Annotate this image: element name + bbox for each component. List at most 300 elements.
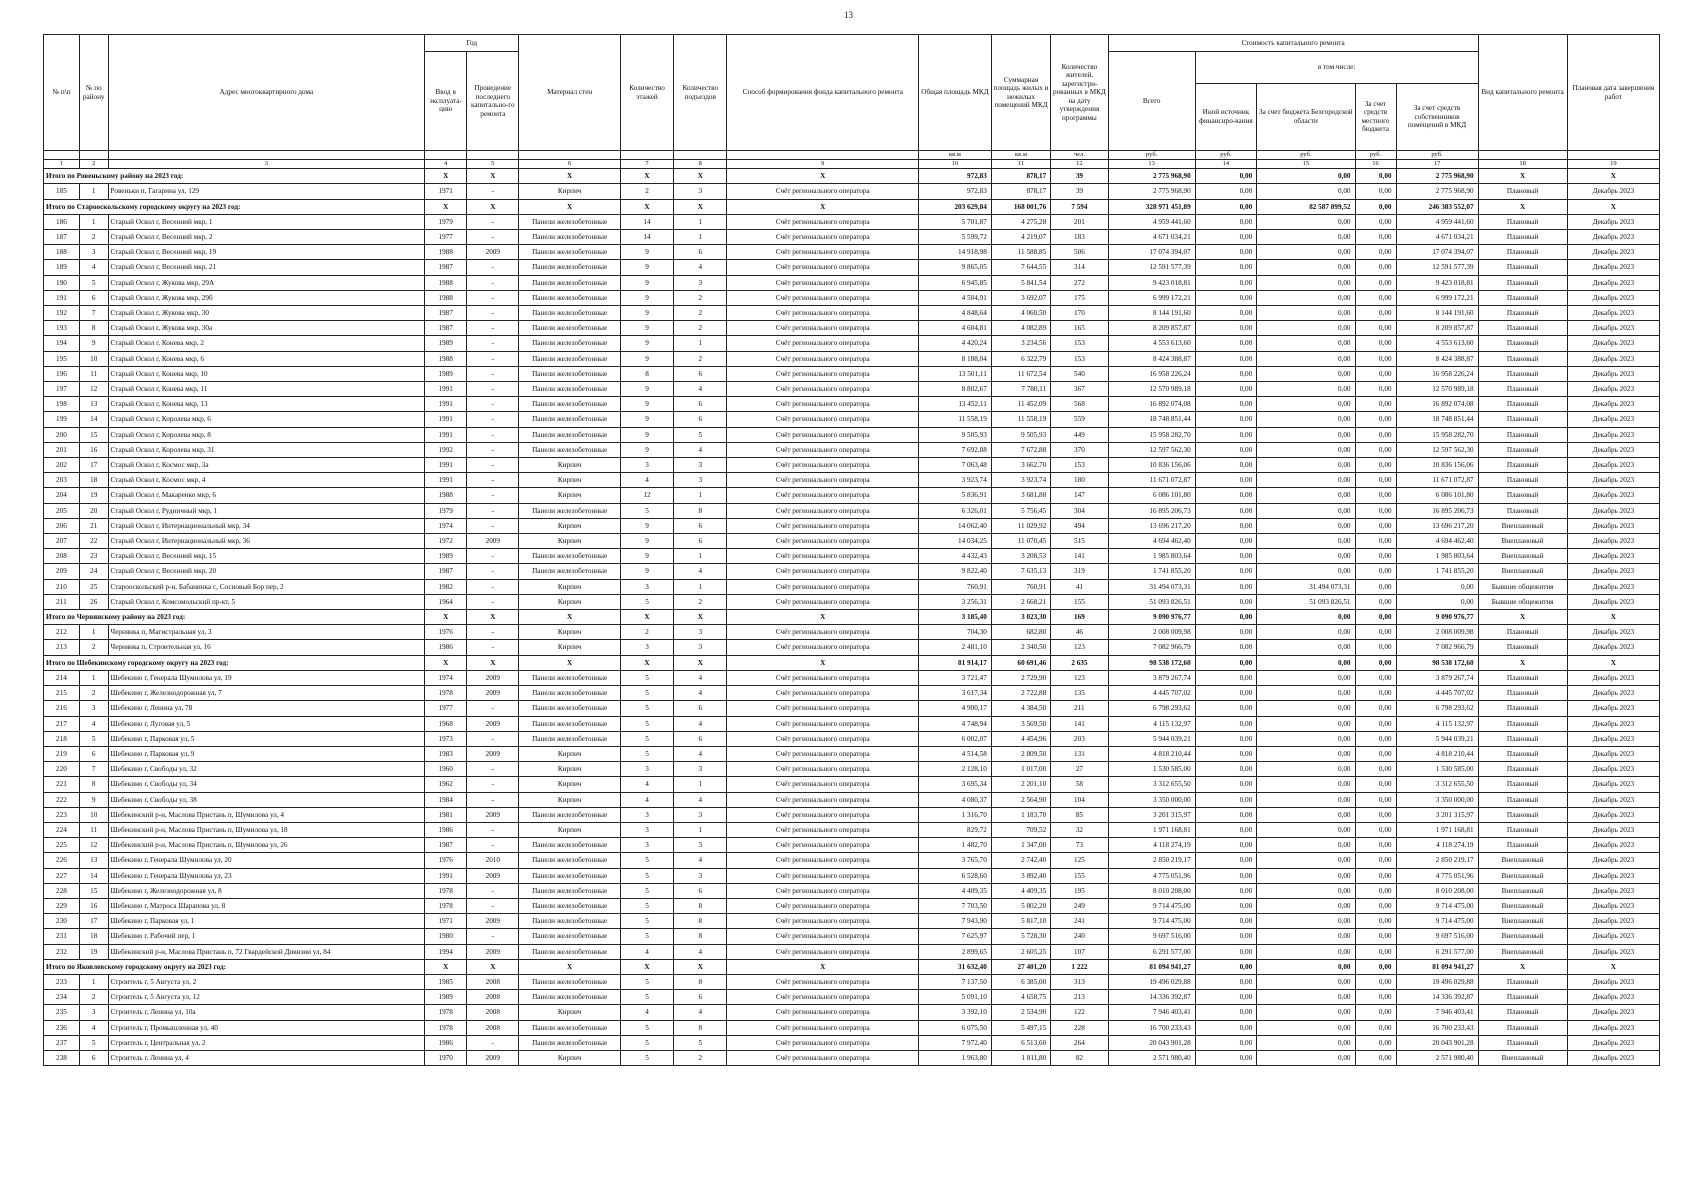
table-cell: Декабрь 2023 bbox=[1567, 1035, 1659, 1050]
table-cell: 16 892 074,08 bbox=[1396, 397, 1478, 412]
column-number: 2 bbox=[79, 160, 108, 169]
subtotal-cell: 98 538 172,60 bbox=[1108, 655, 1195, 670]
page-number: 13 bbox=[844, 10, 853, 20]
table-cell: 213 bbox=[44, 640, 80, 655]
table-cell: Счёт регионального оператора bbox=[727, 366, 919, 381]
table-cell: Шебекино г, Матроса Шарапова ул, 8 bbox=[108, 898, 425, 913]
table-cell: 5 bbox=[620, 716, 673, 731]
table-cell: 2009 bbox=[467, 686, 519, 701]
table-cell: 2 668,21 bbox=[991, 594, 1050, 609]
table-cell: 16 700 233,43 bbox=[1396, 1020, 1478, 1035]
table-cell: Счёт регионального оператора bbox=[727, 397, 919, 412]
table-cell: Шебекино г, Генерала Шумилова ул, 20 bbox=[108, 853, 425, 868]
table-cell: 2 bbox=[79, 230, 108, 245]
subtotal-cell: 0,00 bbox=[1195, 610, 1256, 625]
table-cell: 1991 bbox=[425, 473, 467, 488]
table-cell: Счёт регионального оператора bbox=[727, 290, 919, 305]
table-cell: Старый Оскол г, Жукова мкр, 29б bbox=[108, 290, 425, 305]
table-cell: Счёт регионального оператора bbox=[727, 822, 919, 837]
subtotal-cell: 0,00 bbox=[1257, 610, 1355, 625]
table-cell: 104 bbox=[1051, 792, 1108, 807]
table-cell: 24 bbox=[79, 564, 108, 579]
table-cell: 4 bbox=[620, 792, 673, 807]
table-cell: 5 bbox=[674, 427, 727, 442]
subtotal-cell: 7 594 bbox=[1051, 199, 1108, 214]
table-cell: Строитель г, Ленина ул, 10а bbox=[108, 1005, 425, 1020]
table-cell: Плановый bbox=[1478, 686, 1567, 701]
subtotal-cell: 0,00 bbox=[1355, 610, 1396, 625]
table-cell: 0,00 bbox=[1355, 427, 1396, 442]
table-cell: 155 bbox=[1051, 594, 1108, 609]
table-cell: 0,00 bbox=[1355, 442, 1396, 457]
table-cell: Счёт регионального оператора bbox=[727, 792, 919, 807]
subtotal-cell: X bbox=[620, 959, 673, 974]
table-cell: Кирпич bbox=[519, 458, 620, 473]
table-cell: 185 bbox=[44, 184, 80, 199]
table-cell: 0,00 bbox=[1355, 670, 1396, 685]
table-cell: 41 bbox=[1051, 579, 1108, 594]
table-cell: 16 bbox=[79, 898, 108, 913]
table-row bbox=[44, 442, 1660, 457]
subtotal-row bbox=[44, 169, 1660, 184]
table-cell: 165 bbox=[1051, 321, 1108, 336]
table-cell: Старый Оскол г, Интернациональный мкр, 36 bbox=[108, 534, 425, 549]
table-cell: 17 bbox=[79, 458, 108, 473]
header-incl-group: в том числе: bbox=[1195, 52, 1478, 83]
table-cell: Внеплановый bbox=[1478, 1050, 1567, 1065]
column-number: 12 bbox=[1051, 160, 1108, 169]
table-cell: 0,00 bbox=[1195, 442, 1256, 457]
table-cell: Декабрь 2023 bbox=[1567, 898, 1659, 913]
table-cell: Плановый bbox=[1478, 1035, 1567, 1050]
table-cell: 15 bbox=[79, 883, 108, 898]
table-cell: 226 bbox=[44, 853, 80, 868]
table-row bbox=[44, 1005, 1660, 1020]
table-cell: 5 841,54 bbox=[991, 275, 1050, 290]
table-cell: 4 118 274,19 bbox=[1108, 838, 1195, 853]
table-cell: Плановый bbox=[1478, 701, 1567, 716]
table-cell: 1970 bbox=[425, 1050, 467, 1065]
subtotal-cell: X bbox=[425, 655, 467, 670]
table-cell: 6 bbox=[79, 1050, 108, 1065]
table-row bbox=[44, 944, 1660, 959]
table-cell: Счёт регионального оператора bbox=[727, 731, 919, 746]
table-cell: 0,00 bbox=[1195, 366, 1256, 381]
header-cost-group: Стоимость капитального ремонта bbox=[1108, 35, 1478, 52]
table-cell: 7 082 966,79 bbox=[1108, 640, 1195, 655]
table-cell: Панели железобетонные bbox=[519, 275, 620, 290]
table-cell: 9 bbox=[620, 412, 673, 427]
table-cell: 1 bbox=[674, 579, 727, 594]
table-row bbox=[44, 230, 1660, 245]
table-cell: 2 534,90 bbox=[991, 1005, 1050, 1020]
table-cell: 1 bbox=[674, 822, 727, 837]
table-cell: 1972 bbox=[425, 534, 467, 549]
table-cell: 0,00 bbox=[1195, 321, 1256, 336]
table-cell: 1960 bbox=[425, 762, 467, 777]
table-cell: 5 bbox=[620, 503, 673, 518]
unit-rub: руб. bbox=[1396, 151, 1478, 160]
table-cell: 234 bbox=[44, 990, 80, 1005]
table-cell: 1 963,80 bbox=[919, 1050, 992, 1065]
table-cell: 0,00 bbox=[1355, 701, 1396, 716]
table-cell: - bbox=[467, 822, 519, 837]
table-cell: Декабрь 2023 bbox=[1567, 306, 1659, 321]
table-cell: 227 bbox=[44, 868, 80, 883]
table-cell: 0,00 bbox=[1257, 534, 1355, 549]
column-number: 18 bbox=[1478, 160, 1567, 169]
table-cell: 2 775 968,90 bbox=[1108, 184, 1195, 199]
table-cell: 238 bbox=[44, 1050, 80, 1065]
table-cell: 0,00 bbox=[1355, 321, 1396, 336]
table-cell: - bbox=[467, 838, 519, 853]
table-cell: Шебекино г, Рабочий пер, 1 bbox=[108, 929, 425, 944]
table-cell: Кирпич bbox=[519, 746, 620, 761]
table-cell: 19 496 029,88 bbox=[1108, 974, 1195, 989]
table-cell: 1991 bbox=[425, 412, 467, 427]
table-cell: 18 748 851,44 bbox=[1108, 412, 1195, 427]
table-cell: 7 946 403,41 bbox=[1108, 1005, 1195, 1020]
table-cell: Счёт регионального оператора bbox=[727, 670, 919, 685]
table-row bbox=[44, 427, 1660, 442]
table-cell: 7 943,90 bbox=[919, 914, 992, 929]
table-cell: Кирпич bbox=[519, 184, 620, 199]
table-cell: 2 809,50 bbox=[991, 746, 1050, 761]
table-cell: Счёт регионального оператора bbox=[727, 382, 919, 397]
table-cell: 12 570 989,18 bbox=[1396, 382, 1478, 397]
table-cell: 3 892,40 bbox=[991, 868, 1050, 883]
subtotal-cell: 169 bbox=[1051, 610, 1108, 625]
table-cell: 972,83 bbox=[919, 184, 992, 199]
table-cell: Счёт регионального оператора bbox=[727, 321, 919, 336]
table-cell: 26 bbox=[79, 594, 108, 609]
table-cell: 0,00 bbox=[1355, 230, 1396, 245]
table-cell: 4 454,96 bbox=[991, 731, 1050, 746]
table-cell: 0,00 bbox=[1195, 427, 1256, 442]
table-cell: Счёт регионального оператора bbox=[727, 442, 919, 457]
table-cell: 18 748 851,44 bbox=[1396, 412, 1478, 427]
table-cell: 2 128,10 bbox=[919, 762, 992, 777]
subtotal-label: Итого по Чернянскому району на 2023 год: bbox=[44, 610, 425, 625]
table-cell: 5 bbox=[79, 731, 108, 746]
table-cell: 215 bbox=[44, 686, 80, 701]
table-cell: 5 802,20 bbox=[991, 898, 1050, 913]
table-cell: 0,00 bbox=[1355, 898, 1396, 913]
table-cell: 7 692,88 bbox=[919, 442, 992, 457]
table-cell: Плановый bbox=[1478, 366, 1567, 381]
table-cell: 0,00 bbox=[1195, 579, 1256, 594]
table-cell: 9 bbox=[620, 442, 673, 457]
table-cell: 4 504,91 bbox=[919, 290, 992, 305]
table-cell: 12 597 562,30 bbox=[1108, 442, 1195, 457]
subtotal-cell: X bbox=[727, 655, 919, 670]
table-cell: 9 bbox=[79, 792, 108, 807]
table-cell: 5 836,91 bbox=[919, 488, 992, 503]
table-cell: Панели железобетонные bbox=[519, 1035, 620, 1050]
table-cell: 223 bbox=[44, 807, 80, 822]
table-cell: 2009 bbox=[467, 914, 519, 929]
table-cell: 1 741 855,20 bbox=[1396, 564, 1478, 579]
table-cell: Декабрь 2023 bbox=[1567, 731, 1659, 746]
table-cell: 3 bbox=[620, 807, 673, 822]
column-number: 7 bbox=[620, 160, 673, 169]
table-cell: 0,00 bbox=[1257, 214, 1355, 229]
table-cell: 2 722,88 bbox=[991, 686, 1050, 701]
table-cell: 0,00 bbox=[1355, 716, 1396, 731]
table-cell: 1992 bbox=[425, 442, 467, 457]
table-cell: Панели железобетонные bbox=[519, 366, 620, 381]
table-cell: 0,00 bbox=[1355, 944, 1396, 959]
table-cell: 3 bbox=[79, 245, 108, 260]
table-cell: 1988 bbox=[425, 351, 467, 366]
table-cell: 9 bbox=[620, 321, 673, 336]
table-cell: 13 bbox=[79, 853, 108, 868]
table-cell: Плановый bbox=[1478, 321, 1567, 336]
subtotal-cell: 0,00 bbox=[1355, 655, 1396, 670]
table-cell: - bbox=[467, 549, 519, 564]
table-cell: 2008 bbox=[467, 974, 519, 989]
table-cell: 5 bbox=[620, 594, 673, 609]
table-cell: 180 bbox=[1051, 473, 1108, 488]
table-cell: Декабрь 2023 bbox=[1567, 412, 1659, 427]
table-cell: 9 bbox=[620, 382, 673, 397]
table-cell: Внеплановый bbox=[1478, 929, 1567, 944]
table-cell: 0,00 bbox=[1355, 366, 1396, 381]
table-cell: Бывшие общежития bbox=[1478, 594, 1567, 609]
table-cell: 4 bbox=[674, 382, 727, 397]
table-cell: Панели железобетонные bbox=[519, 990, 620, 1005]
table-cell: 0,00 bbox=[1355, 625, 1396, 640]
table-cell: 2 bbox=[674, 594, 727, 609]
table-cell: 2009 bbox=[467, 716, 519, 731]
table-cell: 4 959 441,60 bbox=[1108, 214, 1195, 229]
table-cell: 16 958 226,24 bbox=[1108, 366, 1195, 381]
table-cell: Счёт регионального оператора bbox=[727, 1005, 919, 1020]
table-row bbox=[44, 214, 1660, 229]
table-cell: 6 bbox=[674, 412, 727, 427]
table-cell: 1978 bbox=[425, 1005, 467, 1020]
table-cell: 0,00 bbox=[1195, 853, 1256, 868]
table-cell: 195 bbox=[44, 351, 80, 366]
table-row bbox=[44, 594, 1660, 609]
table-cell: 8 bbox=[674, 503, 727, 518]
table-cell: 8 802,67 bbox=[919, 382, 992, 397]
table-cell: 199 bbox=[44, 412, 80, 427]
table-cell: 4 818 210,44 bbox=[1108, 746, 1195, 761]
column-number: 13 bbox=[1108, 160, 1195, 169]
subtotal-cell: X bbox=[1567, 610, 1659, 625]
table-cell: Плановый bbox=[1478, 807, 1567, 822]
table-cell: 15 958 282,70 bbox=[1396, 427, 1478, 442]
table-cell: 3 662,70 bbox=[991, 458, 1050, 473]
header-cost-total: Всего bbox=[1108, 52, 1195, 151]
table-cell: 6 bbox=[674, 366, 727, 381]
table-cell: Кирпич bbox=[519, 625, 620, 640]
table-cell: 9 423 018,81 bbox=[1108, 275, 1195, 290]
table-cell: 228 bbox=[1051, 1020, 1108, 1035]
table-cell: 12 bbox=[79, 382, 108, 397]
table-cell: Старый Оскол г, Космос мкр, 4 bbox=[108, 473, 425, 488]
table-cell: Счёт регионального оператора bbox=[727, 898, 919, 913]
table-cell: 8 424 388,87 bbox=[1108, 351, 1195, 366]
table-cell: 4 445 707,02 bbox=[1396, 686, 1478, 701]
table-cell: 9 865,05 bbox=[919, 260, 992, 275]
table-cell: 39 bbox=[1051, 184, 1108, 199]
table-cell: 21 bbox=[79, 518, 108, 533]
table-cell: 16 700 233,43 bbox=[1108, 1020, 1195, 1035]
table-cell: 1971 bbox=[425, 914, 467, 929]
table-cell: 5 599,72 bbox=[919, 230, 992, 245]
table-cell: 8 bbox=[674, 898, 727, 913]
subtotal-cell: 2 635 bbox=[1051, 655, 1108, 670]
table-cell: 494 bbox=[1051, 518, 1108, 533]
table-cell: - bbox=[467, 366, 519, 381]
column-number: 4 bbox=[425, 160, 467, 169]
table-cell: 194 bbox=[44, 336, 80, 351]
table-cell: 0,00 bbox=[1195, 564, 1256, 579]
table-cell: 0,00 bbox=[1195, 822, 1256, 837]
table-cell: 6 326,01 bbox=[919, 503, 992, 518]
table-cell: 2 bbox=[620, 625, 673, 640]
table-cell: 1977 bbox=[425, 701, 467, 716]
table-cell: Счёт регионального оператора bbox=[727, 549, 919, 564]
table-cell: 222 bbox=[44, 792, 80, 807]
table-cell: 2 bbox=[674, 290, 727, 305]
table-cell: Панели железобетонные bbox=[519, 442, 620, 457]
table-cell: 9 bbox=[620, 336, 673, 351]
table-cell: 5 944 039,21 bbox=[1108, 731, 1195, 746]
table-cell: 0,00 bbox=[1257, 686, 1355, 701]
table-cell: Старый Оскол г, Весенний мкр, 21 bbox=[108, 260, 425, 275]
table-cell: Старый Оскол г, Интернациональный мкр, 34 bbox=[108, 518, 425, 533]
table-cell: Панели железобетонные bbox=[519, 716, 620, 731]
table-cell: 4 818 210,44 bbox=[1396, 746, 1478, 761]
table-cell: - bbox=[467, 412, 519, 427]
table-cell: 9 bbox=[620, 549, 673, 564]
subtotal-cell: 31 632,40 bbox=[919, 959, 992, 974]
table-cell: 0,00 bbox=[1195, 351, 1256, 366]
table-cell: 13 452,11 bbox=[919, 397, 992, 412]
table-cell: 0,00 bbox=[1355, 488, 1396, 503]
table-cell: - bbox=[467, 777, 519, 792]
table-cell: 4 775 051,96 bbox=[1396, 868, 1478, 883]
table-cell: 14 bbox=[620, 230, 673, 245]
table-cell: 147 bbox=[1051, 488, 1108, 503]
table-cell: 9 bbox=[620, 564, 673, 579]
table-cell: 249 bbox=[1051, 898, 1108, 913]
table-cell: 3 bbox=[620, 640, 673, 655]
table-cell: 8 bbox=[674, 929, 727, 944]
table-cell: Декабрь 2023 bbox=[1567, 534, 1659, 549]
table-cell: Старый Оскол г, Королева мкр, 31 bbox=[108, 442, 425, 457]
table-cell: 7 780,11 bbox=[991, 382, 1050, 397]
subtotal-cell: X bbox=[425, 199, 467, 214]
column-number: 3 bbox=[108, 160, 425, 169]
table-cell: 1 316,70 bbox=[919, 807, 992, 822]
table-cell: 16 892 074,08 bbox=[1108, 397, 1195, 412]
table-row bbox=[44, 1035, 1660, 1050]
table-cell: 1978 bbox=[425, 898, 467, 913]
table-cell: 3 201 315,97 bbox=[1396, 807, 1478, 822]
table-cell: 12 597 562,30 bbox=[1396, 442, 1478, 457]
header-year-last-repair: Проведение последнего капитально-го ремонта bbox=[467, 52, 519, 151]
table-cell: - bbox=[467, 458, 519, 473]
table-cell: Чернянка п, Строительная ул, 16 bbox=[108, 640, 425, 655]
table-cell: Плановый bbox=[1478, 230, 1567, 245]
table-cell: 0,00 bbox=[1355, 914, 1396, 929]
table-cell: 5 756,45 bbox=[991, 503, 1050, 518]
table-cell: - bbox=[467, 594, 519, 609]
table-cell: 8 bbox=[79, 777, 108, 792]
table-row bbox=[44, 321, 1660, 336]
table-row bbox=[44, 503, 1660, 518]
table-cell: 1991 bbox=[425, 397, 467, 412]
table-cell: Внеплановый bbox=[1478, 868, 1567, 883]
table-cell: 17 bbox=[79, 914, 108, 929]
table-cell: 0,00 bbox=[1195, 275, 1256, 290]
unit-area: кв.м bbox=[991, 151, 1050, 160]
table-cell: 22 bbox=[79, 534, 108, 549]
table-cell: Панели железобетонные bbox=[519, 214, 620, 229]
subtotal-cell: 82 587 899,52 bbox=[1257, 199, 1355, 214]
table-cell: Внеплановый bbox=[1478, 853, 1567, 868]
table-cell: Шебекино г, Железнодорожная ул, 8 bbox=[108, 883, 425, 898]
table-cell: Декабрь 2023 bbox=[1567, 1005, 1659, 1020]
table-cell: 0,00 bbox=[1355, 214, 1396, 229]
table-cell: Декабрь 2023 bbox=[1567, 944, 1659, 959]
table-cell: 2 bbox=[79, 686, 108, 701]
table-cell: 135 bbox=[1051, 686, 1108, 701]
table-cell: 0,00 bbox=[1355, 868, 1396, 883]
table-cell: 4 409,35 bbox=[919, 883, 992, 898]
table-cell: 0,00 bbox=[1355, 838, 1396, 853]
table-cell: 2009 bbox=[467, 670, 519, 685]
table-cell: Кирпич bbox=[519, 822, 620, 837]
table-cell: 12 591 577,39 bbox=[1396, 260, 1478, 275]
table-cell: 5 bbox=[620, 1035, 673, 1050]
table-cell: 2 bbox=[79, 990, 108, 1005]
table-cell: 370 bbox=[1051, 442, 1108, 457]
table-cell: 6 798 293,62 bbox=[1396, 701, 1478, 716]
table-cell: 155 bbox=[1051, 868, 1108, 883]
table-cell: 0,00 bbox=[1355, 929, 1396, 944]
table-cell: 0,00 bbox=[1257, 503, 1355, 518]
table-cell: 4 748,94 bbox=[919, 716, 992, 731]
table-cell: 9 bbox=[620, 351, 673, 366]
table-cell: 0,00 bbox=[1257, 1005, 1355, 1020]
table-cell: 0,00 bbox=[1257, 458, 1355, 473]
table-cell: 0,00 bbox=[1195, 716, 1256, 731]
table-cell: 14 918,98 bbox=[919, 245, 992, 260]
table-row bbox=[44, 579, 1660, 594]
table-cell: 201 bbox=[1051, 214, 1108, 229]
table-cell: 5 bbox=[620, 853, 673, 868]
table-cell: 1988 bbox=[425, 488, 467, 503]
table-cell: 0,00 bbox=[1195, 807, 1256, 822]
table-row bbox=[44, 1020, 1660, 1035]
table-row bbox=[44, 716, 1660, 731]
table-row bbox=[44, 625, 1660, 640]
table-cell: 0,00 bbox=[1195, 336, 1256, 351]
table-cell: 218 bbox=[44, 731, 80, 746]
table-cell: 1987 bbox=[425, 306, 467, 321]
table-cell: Старый Оскол г, Весенний мкр, 15 bbox=[108, 549, 425, 564]
table-cell: Панели железобетонные bbox=[519, 290, 620, 305]
table-cell: Панели железобетонные bbox=[519, 260, 620, 275]
table-cell: 3 923,74 bbox=[991, 473, 1050, 488]
table-cell: 4 118 274,19 bbox=[1396, 838, 1478, 853]
table-cell: Внеплановый bbox=[1478, 883, 1567, 898]
